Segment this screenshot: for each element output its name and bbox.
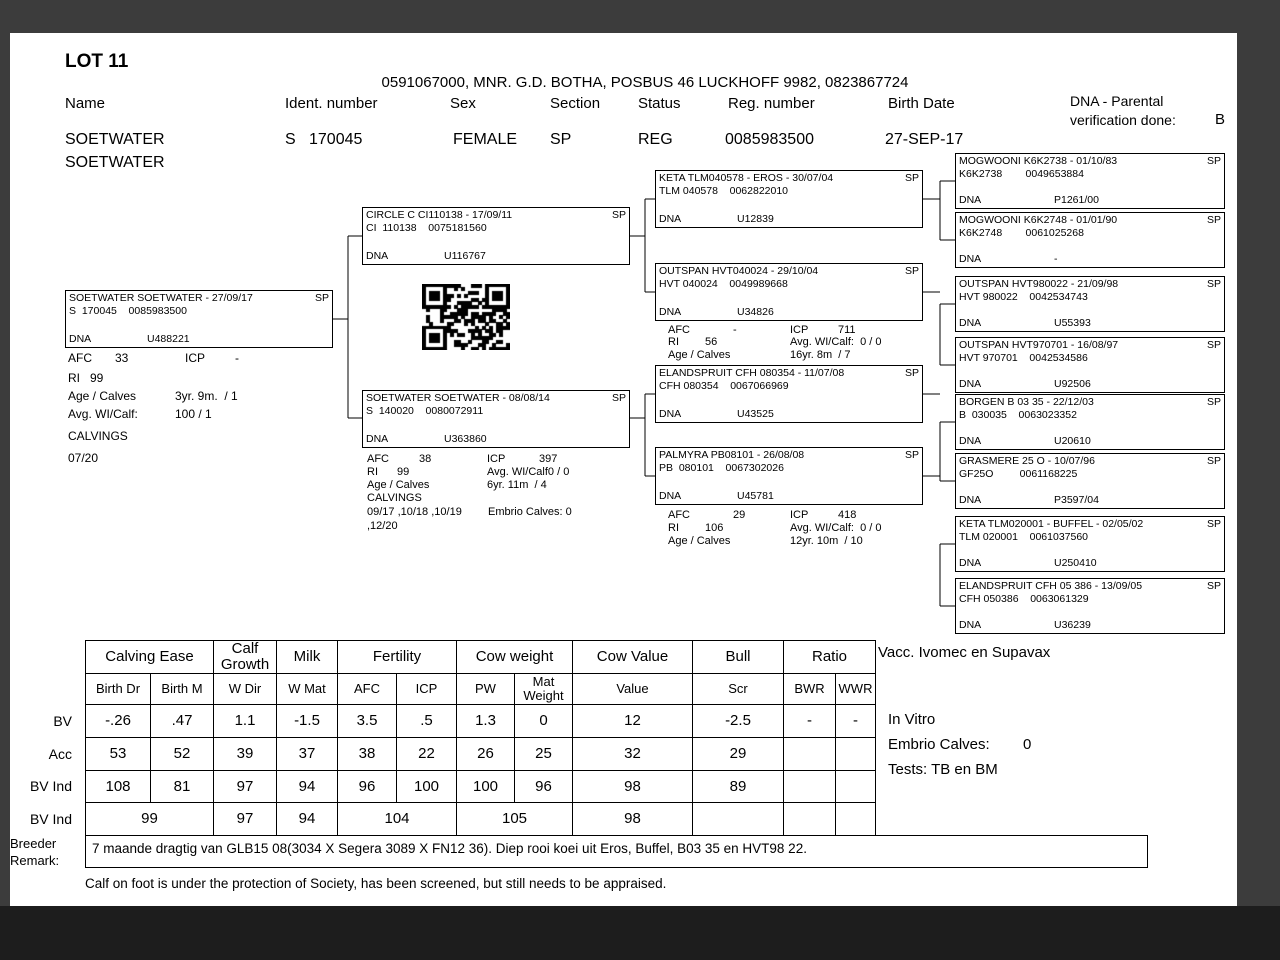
pedigree-box-g3-4 <box>655 447 923 505</box>
dna-verification-value: B <box>1215 111 1226 128</box>
animal-title: MOGWOONI K6K2748 - 01/01/90 <box>959 214 1118 226</box>
g3-4-afc-row <box>668 509 856 521</box>
sub-header: Birth Dr <box>86 674 151 705</box>
dna-label: DNA <box>366 250 389 262</box>
avg-wi-calf-value: 100 / 1 <box>175 407 212 421</box>
ri-value: 56 <box>705 336 718 348</box>
animal-title: ELANDSPRUIT CFH 080354 - 11/07/08 <box>659 367 845 379</box>
animal-ident: HVT 040024 0049989668 <box>659 278 788 290</box>
row-label-bv-ind: BV Ind <box>29 778 72 794</box>
dna-label: DNA <box>959 194 982 206</box>
table-cell <box>836 803 876 836</box>
dna-label: DNA <box>659 408 682 420</box>
age-calves-label: Age / Calves <box>367 479 430 491</box>
g3-2-ri-row <box>668 336 882 348</box>
dna-value: U43525 <box>737 408 774 420</box>
animal-ident: GF25O 0061168225 <box>959 468 1078 480</box>
table-cell: 100 <box>397 771 457 803</box>
group-header: Milk <box>277 641 338 674</box>
col-header-birth: Birth Date <box>888 95 955 112</box>
age-calves-label: Age / Calves <box>668 349 731 361</box>
subject-calvings-value: 07/20 <box>68 451 99 465</box>
group-header: Calving Ease <box>86 641 214 674</box>
g3-2-age-row <box>668 349 851 361</box>
col-header-dna-line2: verification done: <box>1070 112 1176 128</box>
table-cell: 39 <box>214 738 277 771</box>
afc-label: AFC <box>668 509 690 521</box>
animal-ident: TLM 040578 0062822010 <box>659 185 789 197</box>
dna-label: DNA <box>959 557 982 569</box>
pedigree-box-g4-1 <box>955 153 1225 209</box>
sub-header: ICP <box>397 674 457 705</box>
row-label-bv: BV <box>53 713 72 729</box>
animal-title: SOETWATER SOETWATER - 08/08/14 <box>366 392 550 404</box>
breeder-remark-text: 7 maande dragtig van GLB15 08(3034 X Segera 3089 X FN12 36). Diep rooi koei uit Eros, Buffel, B03 35 en HVT98 22. <box>85 835 1148 868</box>
table-cell: - <box>836 705 876 738</box>
dna-label: DNA <box>959 494 982 506</box>
table-cell <box>784 771 836 803</box>
dna-label: DNA <box>659 490 682 502</box>
table-cell: 96 <box>515 771 573 803</box>
breeding-values-table <box>85 640 876 836</box>
avg-wi-calf-label: Avg. WI/Calf: <box>68 407 138 421</box>
subject-ri-row <box>68 371 103 385</box>
sub-header: Birth M <box>151 674 214 705</box>
row-label-bv-ind-2: BV Ind <box>29 811 72 827</box>
pedigree-box-g4-4 <box>955 337 1225 393</box>
dam-calvings-1: 09/17 ,10/18 ,10/19 <box>367 506 462 518</box>
afc-label: AFC <box>367 453 389 465</box>
section-tag: SP <box>1206 518 1221 530</box>
animal-title: MOGWOONI K6K2738 - 01/10/83 <box>959 155 1118 167</box>
afc-value: 29 <box>733 509 746 521</box>
afc-value: 33 <box>115 351 129 365</box>
viewer-bottom-band <box>0 906 1280 960</box>
ri-value: 106 <box>705 522 724 534</box>
dna-label: DNA <box>959 619 982 631</box>
section-tag: SP <box>611 209 626 221</box>
table-cell: .5 <box>397 705 457 738</box>
animal-ident: HVT 980022 0042534743 <box>959 291 1088 303</box>
subject-age-row <box>68 389 238 403</box>
breeder-remark-label-2: Remark: <box>10 853 60 868</box>
animal-name-line2: SOETWATER <box>65 154 165 171</box>
section-tag: SP <box>1206 214 1221 226</box>
animal-ident: TLM 020001 0061037560 <box>959 531 1089 543</box>
section-tag: SP <box>904 449 919 461</box>
society-footnote: Calf on foot is under the protection of Society, has been screened, but still needs to be appraised. <box>85 876 667 891</box>
animal-title: CIRCLE C CI110138 - 17/09/11 <box>366 209 513 221</box>
table-cell: 26 <box>457 738 515 771</box>
pedigree-box-g3-3 <box>655 365 923 423</box>
avg-wi-calf: Avg. WI/Calf: 0 / 0 <box>790 336 882 348</box>
owner-line: 0591067000, MNR. G.D. BOTHA, POSBUS 46 LUCKHOFF 9982, 0823867724 <box>381 74 909 91</box>
pedigree-box-g3-1 <box>655 170 923 228</box>
animal-name-line1: SOETWATER <box>65 131 165 148</box>
avg-wi-calf: Avg. WI/Calf0 / 0 <box>487 466 570 478</box>
afc-value: - <box>733 324 737 336</box>
table-cell: 25 <box>515 738 573 771</box>
section-tag: SP <box>1206 155 1221 167</box>
table-cell <box>784 738 836 771</box>
animal-title: OUTSPAN HVT970701 - 16/08/97 <box>959 339 1119 351</box>
afc-label: AFC <box>668 324 690 336</box>
pedigree-box-g4-8 <box>955 578 1225 634</box>
catalog-page <box>10 33 1237 906</box>
icp-value: - <box>235 351 239 365</box>
animal-title: PALMYRA PB08101 - 26/08/08 <box>659 449 805 461</box>
section-tag: SP <box>904 172 919 184</box>
table-cell: -1.5 <box>277 705 338 738</box>
afc-value: 38 <box>419 453 432 465</box>
dna-label: DNA <box>959 253 982 265</box>
section-tag: SP <box>611 392 626 404</box>
table-cell: - <box>784 705 836 738</box>
table-cell: 105 <box>457 803 573 836</box>
sub-header: PW <box>457 674 515 705</box>
sub-header: W Dir <box>214 674 277 705</box>
table-cell: 53 <box>86 738 151 771</box>
group-header: Ratio <box>784 641 876 674</box>
dna-value: U363860 <box>444 433 487 445</box>
g3-4-age-row <box>668 535 863 547</box>
dna-label: DNA <box>659 306 682 318</box>
table-cell: 37 <box>277 738 338 771</box>
sub-header: Scr <box>693 674 784 705</box>
dna-label: DNA <box>366 433 389 445</box>
dna-value: - <box>1054 253 1058 265</box>
animal-ident: CI 110138 0075181560 <box>366 222 487 234</box>
section-tag: SP <box>1206 455 1221 467</box>
dam-calvings-row <box>367 506 572 518</box>
animal-ident: HVT 970701 0042534586 <box>959 352 1088 364</box>
animal-title: BORGEN B 03 35 - 22/12/03 <box>959 396 1094 408</box>
dna-value: U20610 <box>1054 435 1091 447</box>
pedigree-box-g4-5 <box>955 394 1225 450</box>
col-header-dna-line1: DNA - Parental <box>1070 93 1164 109</box>
animal-birth-date: 27-SEP-17 <box>885 131 964 148</box>
pedigree-box-sire <box>362 207 630 265</box>
ri-label: RI <box>367 466 378 478</box>
ri-value: 99 <box>90 371 104 385</box>
dam-ri-row <box>367 466 569 478</box>
dna-value: U116767 <box>444 250 486 262</box>
dna-label: DNA <box>959 435 982 447</box>
col-header-ident: Ident. number <box>285 95 378 112</box>
sub-header: Value <box>573 674 693 705</box>
g3-4-ri-row <box>668 522 882 534</box>
dna-label: DNA <box>959 378 982 390</box>
embrio-calves-value: 0 <box>1023 736 1032 753</box>
pedigree-box-g4-3 <box>955 276 1225 332</box>
table-cell: 97 <box>214 771 277 803</box>
table-cell: 1.3 <box>457 705 515 738</box>
pedigree-box-g4-6 <box>955 453 1225 509</box>
table-cell: 89 <box>693 771 784 803</box>
sub-header: W Mat <box>277 674 338 705</box>
animal-title: ELANDSPRUIT CFH 05 386 - 13/09/05 <box>959 580 1143 592</box>
age-calves-value: 6yr. 11m / 4 <box>487 479 547 491</box>
table-cell: 100 <box>457 771 515 803</box>
dna-value: U55393 <box>1054 317 1091 329</box>
embrio-calves: Embrio Calves: 0 <box>488 506 572 518</box>
section-tag: SP <box>1206 278 1221 290</box>
dam-calvings-label: CALVINGS <box>367 492 422 504</box>
pedigree-box-g4-2 <box>955 212 1225 268</box>
animal-ident: K6K2748 0061025268 <box>959 227 1084 239</box>
col-header-sex: Sex <box>450 95 476 112</box>
age-calves-label: Age / Calves <box>68 389 137 403</box>
table-cell: 1.1 <box>214 705 277 738</box>
ri-label: RI <box>668 336 679 348</box>
animal-title: KETA TLM020001 - BUFFEL - 02/05/02 <box>959 518 1144 530</box>
animal-title: GRASMERE 25 O - 10/07/96 <box>959 455 1095 467</box>
dna-value: P1261/00 <box>1054 194 1099 206</box>
animal-status: REG <box>638 131 673 148</box>
ri-value: 99 <box>397 466 410 478</box>
animal-ident: B 030035 0063023352 <box>959 409 1077 421</box>
pedigree-box-subject <box>65 290 333 348</box>
table-cell: 99 <box>86 803 214 836</box>
section-tag: SP <box>904 367 919 379</box>
subject-calvings-label: CALVINGS <box>68 429 128 443</box>
dna-value: U34826 <box>737 306 774 318</box>
col-header-status: Status <box>638 95 681 112</box>
icp-label: ICP <box>790 324 809 336</box>
dna-label: DNA <box>69 333 92 345</box>
breeder-remark-label-1: Breeder <box>10 836 57 851</box>
table-cell: 38 <box>338 738 397 771</box>
dna-value: U250410 <box>1054 557 1097 569</box>
table-cell: 97 <box>214 803 277 836</box>
table-cell: 81 <box>151 771 214 803</box>
section-tag: SP <box>314 292 329 304</box>
section-tag: SP <box>1206 580 1221 592</box>
animal-ident: S 170045 0085983500 <box>69 305 187 317</box>
animal-title: KETA TLM040578 - EROS - 30/07/04 <box>659 172 834 184</box>
col-header-reg: Reg. number <box>728 95 815 112</box>
dna-label: DNA <box>659 213 682 225</box>
dam-calvings-2: ,12/20 <box>367 520 398 532</box>
g3-2-afc-row <box>668 324 856 336</box>
pedigree-box-g4-7 <box>955 516 1225 572</box>
tests-note: Tests: TB en BM <box>888 761 998 778</box>
avg-wi-calf: Avg. WI/Calf: 0 / 0 <box>790 522 882 534</box>
pedigree-box-g3-2 <box>655 263 923 321</box>
section-tag: SP <box>1206 339 1221 351</box>
dna-value: U12839 <box>737 213 774 225</box>
qr-code <box>422 284 510 350</box>
animal-reg-number: 0085983500 <box>725 131 814 148</box>
embrio-calves-row <box>888 736 1031 753</box>
table-cell: 98 <box>573 771 693 803</box>
animal-ident: PB 080101 0067302026 <box>659 462 784 474</box>
pedigree-box-dam <box>362 390 630 448</box>
animal-ident: CFH 050386 0063061329 <box>959 593 1089 605</box>
table-cell: 94 <box>277 771 338 803</box>
age-calves-value: 16yr. 8m / 7 <box>790 349 851 361</box>
table-cell <box>836 738 876 771</box>
dna-value: U92506 <box>1054 378 1091 390</box>
group-header: Calf Growth <box>214 641 277 674</box>
table-cell: 52 <box>151 738 214 771</box>
dna-value: U488221 <box>147 333 190 345</box>
age-calves-value: 12yr. 10m / 10 <box>790 535 863 547</box>
table-cell: 29 <box>693 738 784 771</box>
col-header-section: Section <box>550 95 601 112</box>
ri-label: RI <box>68 371 80 385</box>
lot-number: LOT 11 <box>65 51 129 72</box>
table-cell: 32 <box>573 738 693 771</box>
vaccination-note: Vacc. Ivomec en Supavax <box>878 644 1051 661</box>
icp-value: 418 <box>838 509 857 521</box>
afc-label: AFC <box>68 351 92 365</box>
dna-value: U45781 <box>737 490 774 502</box>
embrio-calves-label: Embrio Calves: <box>888 736 990 753</box>
animal-sex: FEMALE <box>453 131 518 148</box>
table-cell: 0 <box>515 705 573 738</box>
dam-afc-row <box>367 453 557 465</box>
dna-label: DNA <box>959 317 982 329</box>
animal-title: OUTSPAN HVT980022 - 21/09/98 <box>959 278 1119 290</box>
table-cell: 108 <box>86 771 151 803</box>
dam-age-row <box>367 479 547 491</box>
table-cell: .47 <box>151 705 214 738</box>
icp-value: 711 <box>838 324 856 336</box>
table-cell: 3.5 <box>338 705 397 738</box>
table-cell: -2.5 <box>693 705 784 738</box>
icp-label: ICP <box>487 453 506 465</box>
table-cell: -.26 <box>86 705 151 738</box>
sub-header: AFC <box>338 674 397 705</box>
dna-value: P3597/04 <box>1054 494 1099 506</box>
table-cell: 104 <box>338 803 457 836</box>
table-cell <box>784 803 836 836</box>
subject-avg-row <box>68 407 212 421</box>
sub-header: Mat Weight <box>515 674 573 705</box>
table-cell: 22 <box>397 738 457 771</box>
table-cell: 98 <box>573 803 693 836</box>
table-cell: 96 <box>338 771 397 803</box>
ri-label: RI <box>668 522 679 534</box>
col-header-name: Name <box>65 95 106 112</box>
table-cell <box>836 771 876 803</box>
table-cell: 12 <box>573 705 693 738</box>
sub-header: BWR <box>784 674 836 705</box>
section-tag: SP <box>1206 396 1221 408</box>
group-header: Cow weight <box>457 641 573 674</box>
animal-section: SP <box>550 131 572 148</box>
animal-ident: S 140020 0080072911 <box>366 405 484 417</box>
subject-afc-row <box>68 351 239 365</box>
group-header: Cow Value <box>573 641 693 674</box>
animal-ident-number: S 170045 <box>285 131 363 148</box>
table-cell <box>693 803 784 836</box>
in-vitro-note: In Vitro <box>888 711 936 728</box>
icp-value: 397 <box>539 453 558 465</box>
icp-label: ICP <box>790 509 809 521</box>
age-calves-value: 3yr. 9m. / 1 <box>175 389 238 403</box>
table-cell: 94 <box>277 803 338 836</box>
animal-ident: CFH 080354 0067066969 <box>659 380 789 392</box>
group-header: Fertility <box>338 641 457 674</box>
section-tag: SP <box>904 265 919 277</box>
animal-title: SOETWATER SOETWATER - 27/09/17 <box>69 292 253 304</box>
animal-title: OUTSPAN HVT040024 - 29/10/04 <box>659 265 819 277</box>
icp-label: ICP <box>185 351 206 365</box>
group-header: Bull <box>693 641 784 674</box>
dna-value: U36239 <box>1054 619 1091 631</box>
age-calves-label: Age / Calves <box>668 535 731 547</box>
sub-header: WWR <box>836 674 876 705</box>
animal-ident: K6K2738 0049653884 <box>959 168 1084 180</box>
row-label-acc: Acc <box>48 746 72 762</box>
